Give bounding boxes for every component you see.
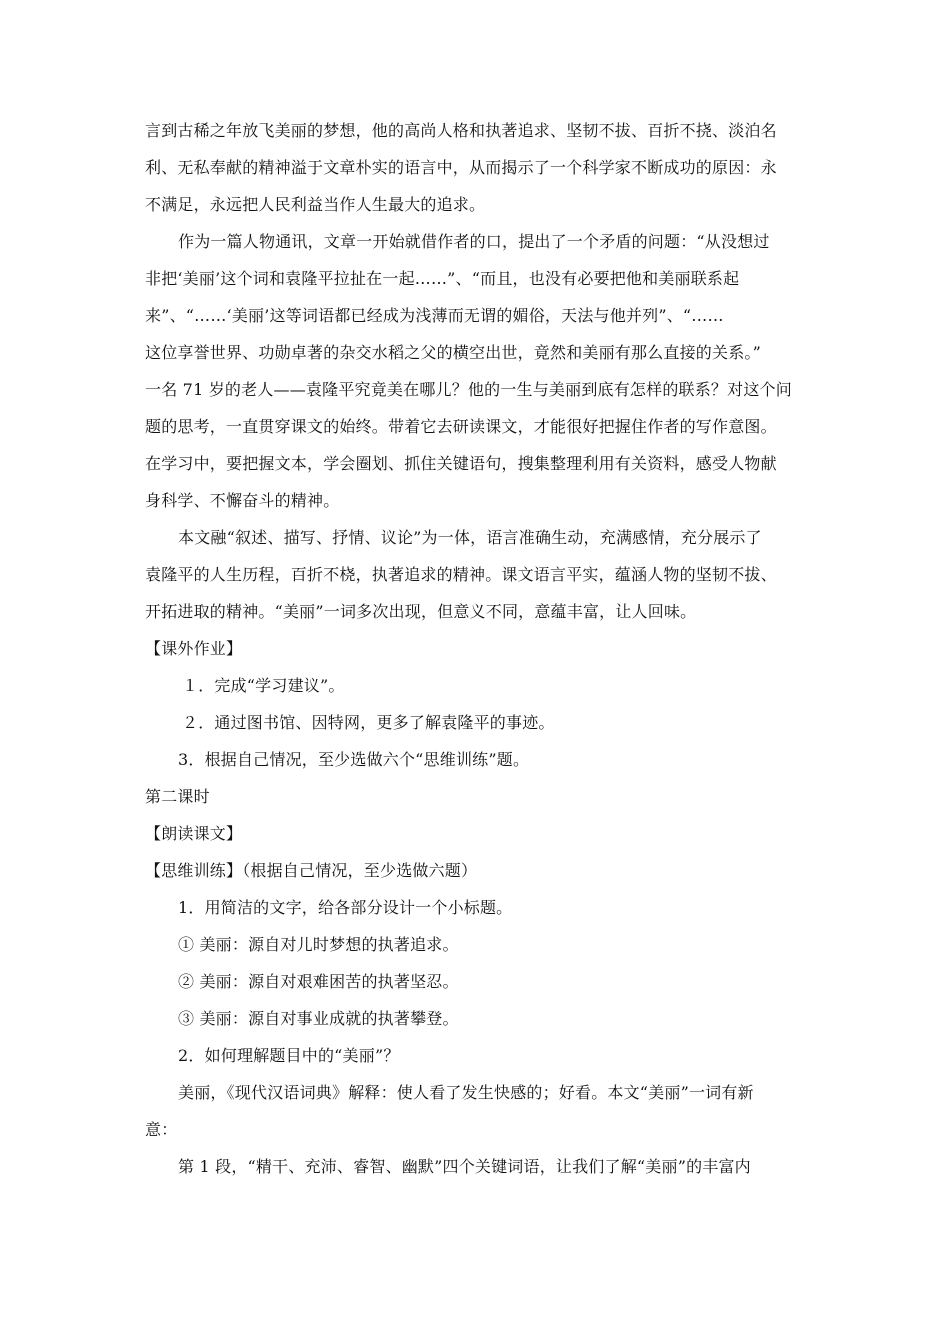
thinking-item: ② 美丽：源自对艰难困苦的执著坚忍。 — [178, 972, 459, 991]
text-line: 在学习中，要把握文本，学会圈划、抓住关键语句，搜集整理利用有关资料，感受人物献 — [145, 454, 777, 473]
homework-item: １．完成“学习建议”。 — [182, 676, 345, 695]
text-line: 袁隆平的人生历程，百折不桡，执著追求的精神。课文语言平实，蕴涵人物的坚韧不拔、 — [145, 565, 777, 584]
text-line: 言到古稀之年放飞美丽的梦想，他的高尚人格和执著追求、坚韧不拔、百折不挠、淡泊名 — [145, 121, 777, 140]
text-line: 非把‘美丽’这个词和袁隆平拉扯在一起……”、“而且，也没有必要把他和美丽联系起 — [145, 269, 740, 288]
thinking-item: ③ 美丽：源自对事业成就的执著攀登。 — [178, 1009, 459, 1028]
text-line: 利、无私奉献的精神溢于文章朴实的语言中，从而揭示了一个科学家不断成功的原因：永 — [145, 158, 777, 177]
thinking-item: 1．用简洁的文字，给各部分设计一个小标题。 — [178, 898, 513, 917]
text-line: 开拓进取的精神。“美丽”一词多次出现，但意义不同，意蕴丰富，让人回味。 — [145, 602, 697, 621]
text-line: 作为一篇人物通讯，文章一开始就借作者的口，提出了一个矛盾的问题：“从没想过 — [178, 232, 770, 251]
thinking-item: ① 美丽：源自对儿时梦想的执著追求。 — [178, 935, 459, 954]
text-line: 第 1 段，“精干、充沛、睿智、幽默”四个关键词语，让我们了解“美丽”的丰富内 — [178, 1157, 751, 1176]
document-body — [145, 112, 807, 1185]
text-line: 来”、“……‘美丽’这等词语都已经成为浅薄而无谓的媚俗，天法与他并列”、“…… — [145, 306, 724, 325]
reading-heading: 【朗读课文】 — [145, 824, 243, 843]
homework-heading: 【课外作业】 — [145, 639, 243, 658]
text-line: 身科学、不懈奋斗的精神。 — [145, 491, 340, 510]
homework-item: 3．根据自己情况，至少选做六个“思维训练”题。 — [178, 750, 530, 769]
homework-item: ２．通过图书馆、因特网，更多了解袁隆平的事迹。 — [182, 713, 555, 732]
text-line: 一名 71 岁的老人——袁隆平究竟美在哪儿？他的一生与美丽到底有怎样的联系？对这个问 — [145, 380, 792, 399]
text-line: 不满足，永远把人民利益当作人生最大的追求。 — [145, 195, 486, 214]
text-line: 美丽，《现代汉语词典》解释：使人看了发生快感的；好看。本文“美丽”一词有新 — [178, 1083, 754, 1102]
text-line: 这位享誉世界、功勋卓著的杂交水稻之父的横空出世，竟然和美丽有那么直接的关系。” — [145, 343, 761, 362]
text-line: 题的思考，一直贯穿课文的始终。带着它去研读课文，才能很好把握住作者的写作意图。 — [145, 417, 777, 436]
thinking-item: 2．如何理解题目中的“美丽”？ — [178, 1046, 400, 1065]
text-line: 本文融“叙述、描写、抒情、议论”为一体，语言准确生动，充满感情，充分展示了 — [178, 528, 762, 547]
lesson-two-title: 第二课时 — [145, 787, 210, 806]
text-line: 意： — [145, 1120, 178, 1139]
thinking-heading: 【思维训练】（根据自己情况，至少选做六题） — [145, 861, 478, 880]
